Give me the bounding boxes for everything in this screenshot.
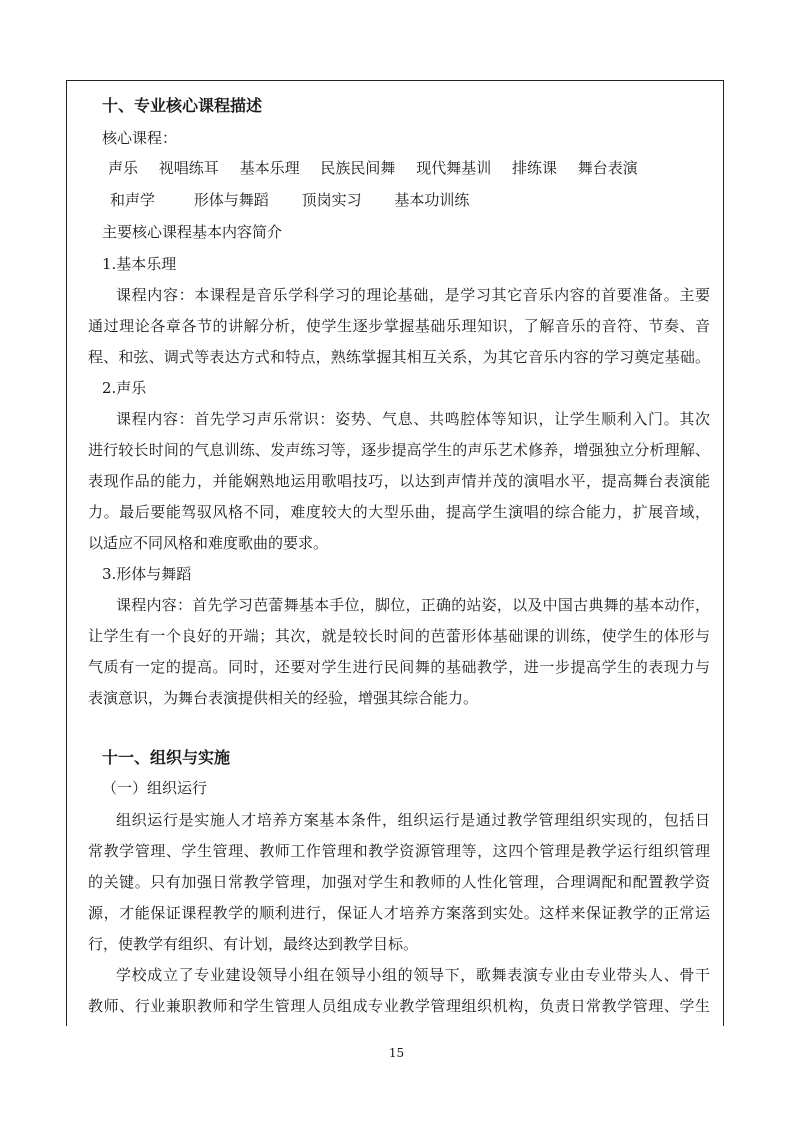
section11-para1-line: 组织运行是实施人才培养方案基本条件，组织运行是通过教学管理组织实现的，包括日 [116, 811, 710, 829]
section11-para1-line: 常教学管理、学生管理、教师工作管理和教学资源管理等，这四个管理是教学运行组织管理 [88, 842, 710, 860]
section11-para1-line: 的关键。只有加强日常教学管理，加强对学生和教师的人性化管理，合理调配和配置教学资 [88, 873, 710, 891]
core-courses-row2 [110, 190, 485, 210]
course3-text-line: 课程内容：首先学习芭蕾舞基本手位，脚位，正确的站姿，以及中国古典舞的基本动作， [116, 596, 710, 614]
course2-text-line: 进行较长时间的气息训练、发声练习等，逐步提高学生的声乐艺术修养，增强独立分析理解、 [88, 441, 710, 459]
course-item: 基本功训练 [394, 191, 470, 209]
course-item: 现代舞基训 [416, 159, 492, 177]
section11-para1-line: 源，才能保证课程教学的顺利进行，保证人才培养方案落到实处。这样来保证教学的正常运 [88, 904, 710, 922]
core-courses-label: 核心课程： [102, 129, 178, 147]
section11-para1-line: 行，使教学有组织、有计划，最终达到教学目标。 [88, 935, 419, 953]
core-intro-label: 主要核心课程基本内容简介 [102, 223, 283, 241]
course-item: 基本乐理 [239, 159, 300, 177]
section11-para2-line: 教师、行业兼职教师和学生管理人员组成专业教学管理组织机构，负责日常教学管理、学生 [88, 997, 710, 1015]
course2-text-line: 课程内容：首先学习声乐常识：姿势、气息、共鸣腔体等知识，让学生顺利入门。其次 [116, 410, 710, 428]
course2-text-line: 表现作品的能力，并能娴熟地运用歌唱技巧，以达到声情并茂的演唱水平，提高舞台表演能 [88, 472, 710, 490]
course-item: 和声学 [110, 191, 156, 209]
course3-text-line: 让学生有一个良好的开端；其次，就是较长时间的芭蕾形体基础课的训练，使学生的体形与 [88, 627, 710, 645]
course-item: 视唱练耳 [158, 159, 219, 177]
course3-text-line: 表演意识，为舞台表演提供相关的经验，增强其综合能力。 [88, 689, 479, 707]
page-number: 15 [388, 1046, 405, 1060]
course2-text-line: 力。最后要能驾驭风格不同，难度较大的大型乐曲，提高学生演唱的综合能力，扩展音域， [88, 503, 710, 521]
section11-para2-line: 学校成立了专业建设领导小组在领导小组的领导下，歌舞表演专业由专业带头人、骨干 [116, 966, 710, 984]
course2-title: 2.声乐 [102, 379, 147, 397]
course-item: 声乐 [108, 159, 139, 177]
course1-title: 1.基本乐理 [102, 255, 177, 273]
section11-heading: 十一、组织与实施 [102, 748, 231, 767]
section11-subheading: （一）组织运行 [102, 779, 208, 797]
course1-text-line: 通过理论各章各节的讲解分析，使学生逐步掌握基础乐理知识，了解音乐的音符、节奏、音 [88, 317, 710, 335]
course-item: 形体与舞蹈 [193, 191, 269, 209]
course-item: 舞台表演 [577, 159, 638, 177]
course-item: 顶岗实习 [301, 191, 362, 209]
course1-text-line: 课程内容：本课程是音乐学科学习的理论基础，是学习其它音乐内容的首要准备。主要 [116, 286, 710, 304]
course3-text-line: 气质有一定的提高。同时，还要对学生进行民间舞的基础教学，进一步提高学生的表现力与 [88, 658, 710, 676]
course-item: 民族民间舞 [320, 159, 396, 177]
course3-title: 3.形体与舞蹈 [102, 565, 192, 583]
course1-text-line: 程、和弦、调式等表达方式和特点，熟练掌握其相互关系，为其它音乐内容的学习奠定基础。 [88, 348, 710, 366]
core-courses-row1 [108, 158, 654, 178]
section10-heading: 十、专业核心课程描述 [102, 96, 263, 115]
course2-text-line: 以适应不同风格和难度歌曲的要求。 [88, 534, 329, 552]
course-item: 排练课 [511, 159, 557, 177]
